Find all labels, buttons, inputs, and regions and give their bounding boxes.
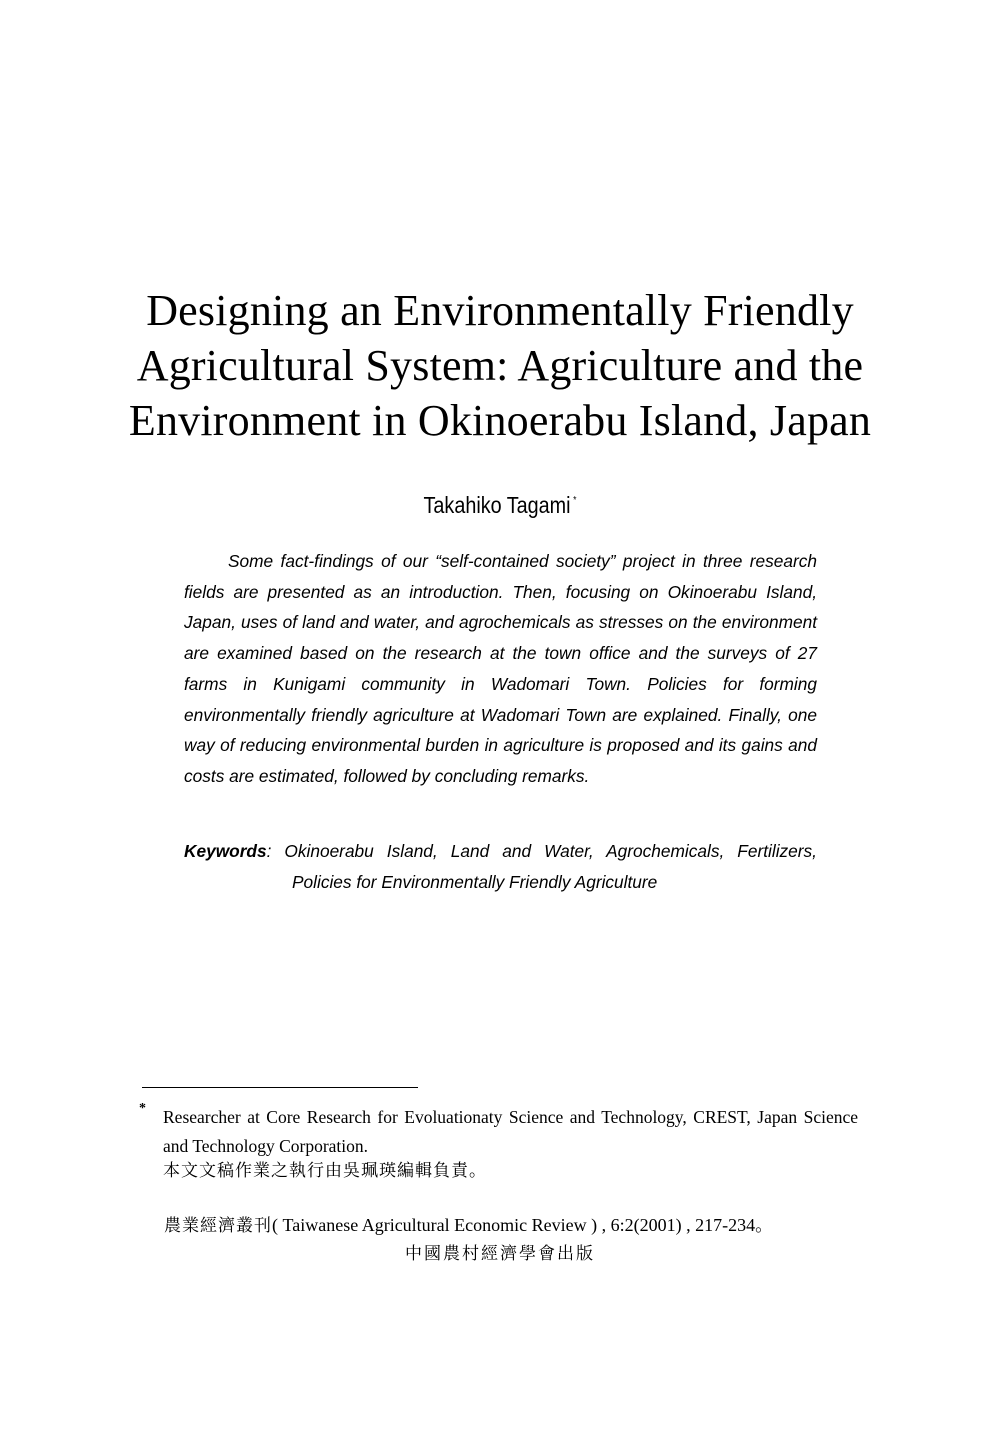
footnote-divider <box>142 1087 418 1088</box>
title-line-2: Agricultural System: Agriculture and the <box>136 341 864 390</box>
footnote-affiliation: Researcher at Core Research for Evoluationaty Science and Technology, CREST, Japan Science and Technology Corporation. <box>163 1107 858 1156</box>
paper-title <box>100 283 900 448</box>
author-footnote-mark: * <box>573 495 577 506</box>
footnote-editor-note: 本文文稿作業之執行由吳珮瑛編輯負責。 <box>163 1161 487 1181</box>
keywords-label: Keywords <box>184 841 267 861</box>
author-name: Takahiko Tagami <box>423 492 571 518</box>
keywords <box>184 836 817 897</box>
journal-name-zh: 農業經濟叢刊 <box>164 1216 272 1236</box>
journal-name-en: ( Taiwanese Agricultural Economic Review ) , 6:2(2001) , 217-234。 <box>272 1215 774 1235</box>
keywords-text: : Okinoerabu Island, Land and Water, Agrochemicals, Fertilizers, Policies for Environmentally Friendly Agriculture <box>266 841 817 892</box>
journal-citation <box>164 1212 864 1239</box>
publisher: 中國農村經濟學會出版 <box>405 1244 595 1264</box>
title-line-1: Designing an Environmentally Friendly <box>146 286 854 335</box>
footnote-mark: * <box>139 1101 146 1116</box>
title-line-3: Environment in Okinoerabu Island, Japan <box>128 396 872 445</box>
abstract: Some fact-findings of our “self-contained society” project in three research fields are presented as an introduction. Then, focusing on Okinoerabu Island, Japan, uses of land and water, and agrochemicals as stresses on the environment are examined based on the research at the town office and the surveys of 27 farms in Kunigami community in Wadomari Town. Policies for forming environmentally friendly agriculture at Wadomari Town are explained. Finally, one way of reducing environmental burden in agriculture is proposed and its gains and costs are estimated, followed by concluding remarks. <box>184 551 817 786</box>
author <box>328 492 672 519</box>
